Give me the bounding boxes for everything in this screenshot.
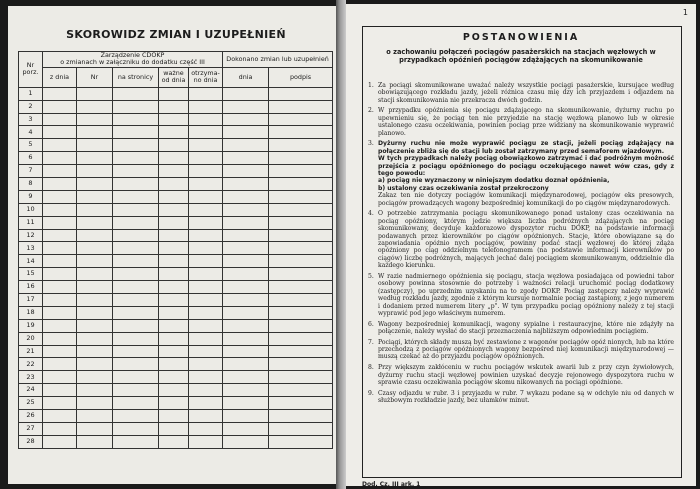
table-cell bbox=[159, 358, 189, 371]
table-cell bbox=[113, 345, 159, 358]
table-cell bbox=[43, 384, 77, 397]
table-cell bbox=[269, 319, 333, 332]
table-cell bbox=[269, 255, 333, 268]
table-cell bbox=[223, 306, 269, 319]
table-cell bbox=[43, 177, 77, 190]
table-cell bbox=[43, 216, 77, 229]
table-cell bbox=[189, 332, 223, 345]
table-cell bbox=[113, 113, 159, 126]
table-cell bbox=[159, 203, 189, 216]
table-cell bbox=[43, 229, 77, 242]
table-cell bbox=[43, 126, 77, 139]
table-cell bbox=[269, 397, 333, 410]
changes-register-table bbox=[18, 51, 333, 449]
table-cell bbox=[43, 87, 77, 100]
table-cell bbox=[159, 190, 189, 203]
table-cell bbox=[113, 139, 159, 152]
row-number: 27 bbox=[19, 422, 43, 435]
table-row bbox=[19, 345, 333, 358]
table-cell bbox=[43, 100, 77, 113]
table-cell bbox=[43, 152, 77, 165]
table-cell bbox=[223, 229, 269, 242]
table-cell bbox=[269, 422, 333, 435]
column-group-zarzadzenie bbox=[43, 52, 223, 68]
table-cell bbox=[223, 190, 269, 203]
table-cell bbox=[43, 319, 77, 332]
table-cell bbox=[159, 422, 189, 435]
table-cell bbox=[159, 139, 189, 152]
table-cell bbox=[269, 345, 333, 358]
table-cell bbox=[113, 203, 159, 216]
row-number: 19 bbox=[19, 319, 43, 332]
table-cell bbox=[159, 371, 189, 384]
table-cell bbox=[113, 165, 159, 178]
table-row bbox=[19, 435, 333, 448]
table-cell bbox=[77, 165, 113, 178]
table-cell bbox=[113, 87, 159, 100]
table-cell bbox=[113, 332, 159, 345]
right-page bbox=[346, 4, 696, 486]
table-row bbox=[19, 165, 333, 178]
item-point-a: a) pociąg nie wyznaczony w niniejszym dodatku doznał opóźnienia, bbox=[378, 177, 610, 185]
table-cell bbox=[77, 126, 113, 139]
table-cell bbox=[189, 268, 223, 281]
table-row bbox=[19, 371, 333, 384]
table-cell bbox=[159, 409, 189, 422]
row-number: 2 bbox=[19, 100, 43, 113]
table-cell bbox=[269, 152, 333, 165]
table-cell bbox=[269, 268, 333, 281]
table-row bbox=[19, 229, 333, 242]
table-cell bbox=[77, 190, 113, 203]
table-row bbox=[19, 100, 333, 113]
table-cell bbox=[113, 435, 159, 448]
row-number: 5 bbox=[19, 139, 43, 152]
table-cell bbox=[269, 281, 333, 294]
row-number: 12 bbox=[19, 229, 43, 242]
table-cell bbox=[77, 203, 113, 216]
column-header-na-stronicy: na stronicy bbox=[113, 67, 159, 87]
table-cell bbox=[223, 435, 269, 448]
table-cell bbox=[77, 384, 113, 397]
table-cell bbox=[43, 306, 77, 319]
table-cell bbox=[269, 435, 333, 448]
table-cell bbox=[223, 255, 269, 268]
table-cell bbox=[43, 397, 77, 410]
table-cell bbox=[77, 332, 113, 345]
table-cell bbox=[189, 435, 223, 448]
row-number: 28 bbox=[19, 435, 43, 448]
table-cell bbox=[189, 384, 223, 397]
table-cell bbox=[223, 409, 269, 422]
table-row bbox=[19, 255, 333, 268]
table-row bbox=[19, 332, 333, 345]
table-row bbox=[19, 293, 333, 306]
table-cell bbox=[189, 358, 223, 371]
table-cell bbox=[159, 435, 189, 448]
table-cell bbox=[269, 113, 333, 126]
table-cell bbox=[77, 371, 113, 384]
table-cell bbox=[223, 165, 269, 178]
table-cell bbox=[269, 384, 333, 397]
table-cell bbox=[43, 190, 77, 203]
list-item: 5. W razie nadmiernego opóźnienia się pociągu, stacja węzłowa posiadająca od powiedni tabor osobowy powinna stosownie do potrzeby i ważności relacji uruchomić pociąg dodatkowy (zastępczy), po uprzednim uzyskaniu na to zgody DOKP. Pociąg zastępczy należy wyprawić według rozkładu jazdy, zgodnie z którym kursuje normalnie pociąg zastąpiony, z jego numerem i dodaniem przed numerem litery „p". W tym przypadku pociąg opóźniony należy z tej stacji wyprawić pod jego właściwym numerem. bbox=[368, 272, 674, 317]
row-number: 21 bbox=[19, 345, 43, 358]
table-row bbox=[19, 87, 333, 100]
table-cell bbox=[159, 126, 189, 139]
table-cell bbox=[269, 139, 333, 152]
table-cell bbox=[43, 358, 77, 371]
page-title: SKOROWIDZ ZMIAN I UZUPEŁNIEŃ bbox=[66, 28, 286, 41]
row-number: 10 bbox=[19, 203, 43, 216]
row-number: 14 bbox=[19, 255, 43, 268]
table-cell bbox=[189, 165, 223, 178]
table-cell bbox=[159, 229, 189, 242]
table-cell bbox=[43, 268, 77, 281]
table-row bbox=[19, 384, 333, 397]
table-cell bbox=[223, 332, 269, 345]
table-cell bbox=[43, 293, 77, 306]
table-cell bbox=[77, 435, 113, 448]
table-cell bbox=[77, 113, 113, 126]
table-cell bbox=[77, 306, 113, 319]
table-cell bbox=[113, 371, 159, 384]
table-cell bbox=[223, 152, 269, 165]
table-cell bbox=[77, 345, 113, 358]
table-row bbox=[19, 358, 333, 371]
item-text: Zakaz ten nie dotyczy pociągów komunikacji międzynarodowej, pociągów eks presowych, pociągów prowadzących wagony bezpośredniej komunikacji do po ciągów międzynarodowych. bbox=[378, 192, 674, 207]
table-cell bbox=[269, 165, 333, 178]
regulations-list bbox=[368, 82, 674, 408]
table-cell bbox=[113, 293, 159, 306]
list-item: 2. W przypadku opóźnienia się pociągu zdążającego na skomunikowanie, dyżurny ruchu po upewnieniu się, że pociąg ten nie przyjedzie na stację węzłową planowo lub w okresie ustalonego czasu oczekiwania, powinien pociąg prze widziany na skomunikowanie wyprawić planowo. bbox=[368, 107, 674, 137]
table-cell bbox=[223, 384, 269, 397]
table-cell bbox=[43, 242, 77, 255]
row-number: 23 bbox=[19, 371, 43, 384]
table-cell bbox=[77, 139, 113, 152]
table-cell bbox=[77, 293, 113, 306]
table-cell bbox=[223, 345, 269, 358]
table-cell bbox=[77, 177, 113, 190]
table-row bbox=[19, 113, 333, 126]
table-cell bbox=[77, 268, 113, 281]
table-cell bbox=[189, 242, 223, 255]
table-cell bbox=[189, 345, 223, 358]
table-cell bbox=[223, 100, 269, 113]
table-cell bbox=[159, 87, 189, 100]
table-cell bbox=[269, 177, 333, 190]
table-cell bbox=[269, 306, 333, 319]
row-number: 25 bbox=[19, 397, 43, 410]
list-item: 9. Czasy odjazdu w rubr. 3 i przyjazdu w rubr. 7 wykazu podane są w odchyle niu od danych w służbowym rozkładzie jazdy, bez ułamków minut. bbox=[368, 389, 674, 404]
table-cell bbox=[159, 242, 189, 255]
row-number: 9 bbox=[19, 190, 43, 203]
table-cell bbox=[189, 281, 223, 294]
table-cell bbox=[43, 139, 77, 152]
section-title: POSTANOWIENIA bbox=[462, 32, 580, 43]
table-cell bbox=[223, 203, 269, 216]
row-number: 15 bbox=[19, 268, 43, 281]
table-cell bbox=[113, 384, 159, 397]
table-cell bbox=[223, 358, 269, 371]
group-title: Zarządzenie CDOKP bbox=[100, 51, 165, 59]
table-row bbox=[19, 281, 333, 294]
table-row bbox=[19, 242, 333, 255]
page-footer: Dod. Cz. III ark. 1 bbox=[362, 481, 421, 488]
list-item: 6. Wagony bezpośredniej komunikacji, wagony sypialne i restauracyjne, które nie zdążyły na połączenie, należy wysłać do stacji przeznaczenia najbliższym odpowiednim pociągiem. bbox=[368, 320, 674, 336]
table-cell bbox=[189, 409, 223, 422]
table-cell bbox=[159, 397, 189, 410]
table-cell bbox=[189, 255, 223, 268]
table-cell bbox=[189, 100, 223, 113]
row-number: 22 bbox=[19, 358, 43, 371]
table-cell bbox=[269, 87, 333, 100]
table-cell bbox=[43, 371, 77, 384]
table-cell bbox=[43, 345, 77, 358]
row-number: 26 bbox=[19, 409, 43, 422]
table-cell bbox=[189, 126, 223, 139]
table-cell bbox=[159, 100, 189, 113]
table-cell bbox=[223, 319, 269, 332]
table-row bbox=[19, 203, 333, 216]
table-cell bbox=[159, 345, 189, 358]
table-cell bbox=[159, 268, 189, 281]
left-page bbox=[8, 6, 336, 484]
table-cell bbox=[113, 319, 159, 332]
table-cell bbox=[113, 255, 159, 268]
table-cell bbox=[189, 139, 223, 152]
table-cell bbox=[189, 229, 223, 242]
table-cell bbox=[269, 126, 333, 139]
row-number: 24 bbox=[19, 384, 43, 397]
table-cell bbox=[159, 255, 189, 268]
table-cell bbox=[223, 87, 269, 100]
item-bold-text: W tych przypadkach należy pociąg obowiązkowo zatrzymać i dać podróżnym możność przejścia z pociągu opóźnionego do pociągu oczekującego nawet wów czas, gdy z tego powodu: bbox=[378, 155, 674, 178]
table-cell bbox=[159, 306, 189, 319]
table-cell bbox=[269, 293, 333, 306]
table-cell bbox=[269, 371, 333, 384]
table-row bbox=[19, 126, 333, 139]
row-number: 18 bbox=[19, 306, 43, 319]
row-number: 6 bbox=[19, 152, 43, 165]
column-header-dnia: dnia bbox=[223, 67, 269, 87]
table-row bbox=[19, 190, 333, 203]
table-cell bbox=[223, 268, 269, 281]
table-cell bbox=[77, 242, 113, 255]
book-gutter bbox=[336, 0, 346, 489]
table-cell bbox=[159, 281, 189, 294]
column-header-otrzymano: otrzyma-no dnia bbox=[189, 67, 223, 87]
column-header-wazne: ważne od dnia bbox=[159, 67, 189, 87]
table-cell bbox=[223, 126, 269, 139]
table-cell bbox=[77, 358, 113, 371]
table-cell bbox=[189, 152, 223, 165]
table-cell bbox=[159, 216, 189, 229]
table-row bbox=[19, 152, 333, 165]
column-header-nr-porz: Nr porz. bbox=[19, 52, 43, 88]
row-number: 16 bbox=[19, 281, 43, 294]
table-row bbox=[19, 397, 333, 410]
table-cell bbox=[223, 397, 269, 410]
column-header-z-dnia: z dnia bbox=[43, 67, 77, 87]
table-cell bbox=[77, 422, 113, 435]
table-cell bbox=[43, 165, 77, 178]
row-number: 7 bbox=[19, 165, 43, 178]
table-cell bbox=[113, 242, 159, 255]
table-row bbox=[19, 409, 333, 422]
table-cell bbox=[159, 152, 189, 165]
table-cell bbox=[43, 409, 77, 422]
table-cell bbox=[159, 165, 189, 178]
section-subtitle: o zachowaniu połączeń pociągów pasażerskich na stacjach węzłowych w przypadkach opóźnień pociągów zdążających na skomunikowanie bbox=[386, 48, 656, 65]
table-cell bbox=[159, 177, 189, 190]
table-cell bbox=[113, 306, 159, 319]
page-number: 1 bbox=[682, 8, 688, 17]
table-cell bbox=[189, 87, 223, 100]
table-cell bbox=[269, 242, 333, 255]
table-cell bbox=[77, 229, 113, 242]
table-cell bbox=[223, 281, 269, 294]
table-cell bbox=[113, 100, 159, 113]
table-cell bbox=[43, 203, 77, 216]
table-cell bbox=[77, 319, 113, 332]
table-cell bbox=[113, 397, 159, 410]
table-cell bbox=[159, 113, 189, 126]
table-cell bbox=[189, 371, 223, 384]
row-number: 20 bbox=[19, 332, 43, 345]
table-cell bbox=[223, 216, 269, 229]
row-number: 13 bbox=[19, 242, 43, 255]
row-number: 4 bbox=[19, 126, 43, 139]
list-item: 4. O potrzebie zatrzymania pociągu skomunikowanego ponad ustalony czas oczekiwania na pociąg opóźniony, którym jedzie większa liczba podróżnych zdążających na pociąg skomunikowany, decyduje każdorazowo dyspozytor ruchu DOKP, na podstawie informacji podawanych przez kierowników po ciągów opóźnionych. Stacje, które obowiązane są do zapowiadania opóźnio nych pociągów, powinny podać stacji węzłowej do której zdąża opóźniony po ciąg oddzielnym telefonogramem (na podstawie informacji kierowników po ciągów) liczbę podróżnych, mających jechać dalej pociągiem skomunikowanym, oddzielnie dla każdego kierunku. bbox=[368, 210, 674, 270]
table-cell bbox=[77, 281, 113, 294]
table-cell bbox=[159, 384, 189, 397]
table-cell bbox=[189, 113, 223, 126]
row-number: 1 bbox=[19, 87, 43, 100]
table-cell bbox=[77, 216, 113, 229]
table-cell bbox=[223, 422, 269, 435]
table-cell bbox=[189, 293, 223, 306]
item-point-b: b) ustalony czas oczekiwania został przekroczony bbox=[378, 184, 549, 192]
table-cell bbox=[113, 229, 159, 242]
table-cell bbox=[223, 242, 269, 255]
table-cell bbox=[269, 100, 333, 113]
table-cell bbox=[43, 281, 77, 294]
table-cell bbox=[223, 139, 269, 152]
table-row bbox=[19, 268, 333, 281]
table-row bbox=[19, 139, 333, 152]
table-row bbox=[19, 177, 333, 190]
list-item: 1. Za pociągi skomunikowane uważać należy wszystkie pociągi pasażerskie, kursujące według obowiązującego rozkładu jazdy, jeżeli różnica czasu mię dzy ich przyjazdem i odjazdem na stacji skomunikowania nie przekracza dwóch godzin. bbox=[368, 82, 674, 104]
table-cell bbox=[223, 371, 269, 384]
table-cell bbox=[223, 293, 269, 306]
group-subtitle: o zmianach w załączniku do dodatku część III bbox=[60, 58, 205, 67]
table-cell bbox=[43, 422, 77, 435]
table-cell bbox=[77, 152, 113, 165]
table-cell bbox=[269, 203, 333, 216]
table-cell bbox=[269, 409, 333, 422]
table-row bbox=[19, 319, 333, 332]
table-cell bbox=[113, 216, 159, 229]
row-number: 3 bbox=[19, 113, 43, 126]
row-number: 8 bbox=[19, 177, 43, 190]
table-cell bbox=[113, 358, 159, 371]
table-cell bbox=[113, 422, 159, 435]
table-cell bbox=[113, 409, 159, 422]
table-cell bbox=[77, 100, 113, 113]
table-cell bbox=[269, 332, 333, 345]
table-cell bbox=[43, 255, 77, 268]
list-item: 3. Dyżurny ruchu nie może wyprawić pociągu ze stacji, jeżeli pociąg zdążający na połączenie zbliża się do stacji lub został zatrzymany przed semaforem wjazdowym. W tych przypadkach należy pociąg obowiązkowo zatrzymać i dać podróżnym możność przejścia z pociągu opóźnionego do pociągu oczekującego nawet wów czas, gdy z tego powodu: a) pociąg nie wyznaczony w niniejszym dodatku doznał opóźnienia, b) ustalony czas oczekiwania został przekroczony Zakaz ten nie dotyczy pociągów komunikacji międzynarodowej, pociągów eks presowych, pociągów prowadzących wagony bezpośredniej komunikacji do po ciągów międzynarodowych. bbox=[368, 140, 674, 207]
table-cell bbox=[159, 319, 189, 332]
table-cell bbox=[189, 319, 223, 332]
table-cell bbox=[269, 229, 333, 242]
table-row bbox=[19, 216, 333, 229]
table-cell bbox=[43, 435, 77, 448]
row-number: 17 bbox=[19, 293, 43, 306]
table-cell bbox=[189, 190, 223, 203]
table-cell bbox=[113, 126, 159, 139]
table-cell bbox=[223, 177, 269, 190]
table-cell bbox=[189, 216, 223, 229]
table-cell bbox=[223, 113, 269, 126]
table-cell bbox=[43, 332, 77, 345]
table-cell bbox=[189, 306, 223, 319]
column-group-dokonano: Dokonano zmian lub uzupełnień bbox=[223, 52, 333, 68]
table-cell bbox=[113, 281, 159, 294]
table-cell bbox=[43, 113, 77, 126]
column-header-podpis: podpis bbox=[269, 67, 333, 87]
table-cell bbox=[77, 409, 113, 422]
list-item: 8. Przy większym zakłóceniu w ruchu pociągów wskutek awarii lub z przy czyn żywiołowych, dyżurny ruchu stacji węzłowej powinien uzyskać decyzje rejonowego dyspozytora ruchu w sprawie czasu oczekiwania pociągów skomu nikowanych na pociągi opóźnione. bbox=[368, 364, 674, 386]
row-number: 11 bbox=[19, 216, 43, 229]
table-row bbox=[19, 422, 333, 435]
table-cell bbox=[77, 87, 113, 100]
table-cell bbox=[269, 216, 333, 229]
table-cell bbox=[269, 358, 333, 371]
table-cell bbox=[113, 268, 159, 281]
table-cell bbox=[189, 397, 223, 410]
table-cell bbox=[159, 332, 189, 345]
table-cell bbox=[113, 190, 159, 203]
table-cell bbox=[159, 293, 189, 306]
table-cell bbox=[77, 255, 113, 268]
table-cell bbox=[77, 397, 113, 410]
column-header-nr: Nr bbox=[77, 67, 113, 87]
table-row bbox=[19, 306, 333, 319]
table-cell bbox=[113, 177, 159, 190]
table-cell bbox=[113, 152, 159, 165]
table-cell bbox=[189, 422, 223, 435]
list-item: 7. Pociągi, których składy muszą być zestawione z wagonów pociągów opóź nionych, lub na które przechodzą z pociągów opóźnionych wagony bezpośred niej komunikacji międzynarodowej — muszą czekać aż do przyjazdu pociągów opóźnionych. bbox=[368, 338, 674, 361]
table-cell bbox=[189, 177, 223, 190]
table-cell bbox=[189, 203, 223, 216]
table-cell bbox=[269, 190, 333, 203]
item-bold-text: Dyżurny ruchu nie może wyprawić pociągu ze stacji, jeżeli pociąg zdążający na połączenie zbliża się do stacji lub został zatrzymany przed semaforem wjazdowym. bbox=[378, 140, 674, 155]
